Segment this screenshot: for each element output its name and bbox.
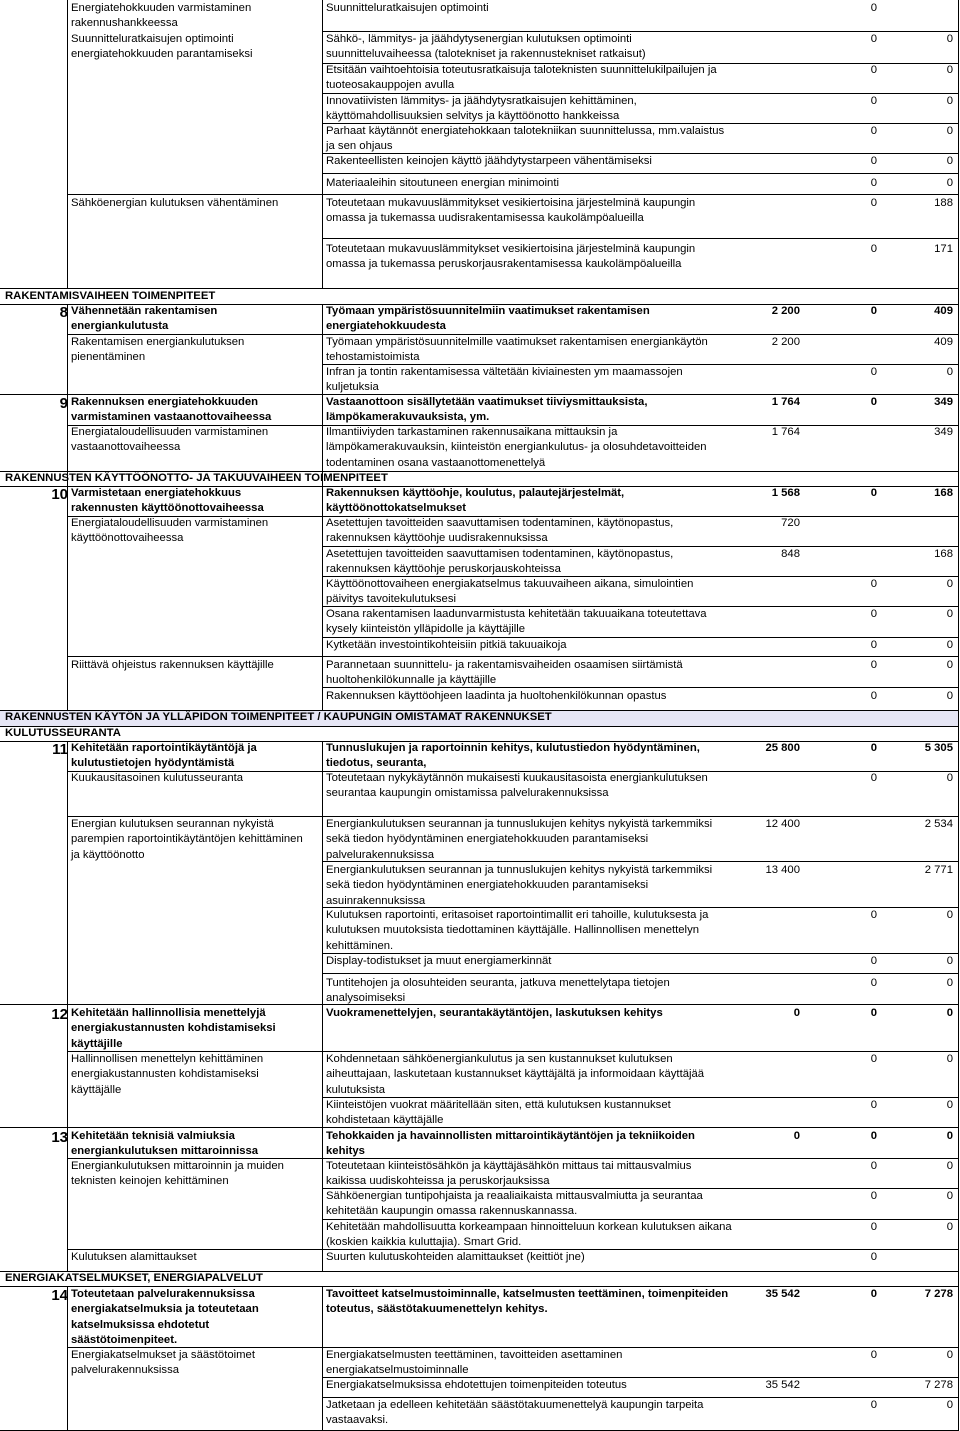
value-c: 0 [946, 1221, 953, 1233]
value-a: 848 [781, 548, 800, 560]
value-b: 0 [870, 639, 877, 651]
value-b: 0 [870, 177, 877, 189]
value-a: 0 [793, 1007, 800, 1019]
measure-number: 10 [51, 486, 68, 503]
action-cell: Kulutuksen raportointi, eritasoiset raportointimallit eri tahoille, kulutuksesta ja kulutuksen muutoksista tiedottaminen käyttäjälle. Hallinnollisen menettelyn kehittäminen. [326, 909, 709, 952]
measure-cell: Hallinnollisen menettelyn kehittäminen energiakustannusten kohdistamiseksi käyttäjälle [71, 1053, 264, 1096]
value-b: 0 [870, 1288, 877, 1300]
action-cell: Vuokramenettelyjen, seurantakäytäntöjen, laskutuksen kehitys [326, 1007, 663, 1019]
measure-cell: Kehitetään hallinnollisia menettelyjä energiakustannusten kohdistamiseksi käyttäjille [71, 1007, 276, 1050]
value-c: 0 [946, 909, 953, 921]
action-cell: Ilmantiiviyden tarkastaminen rakennusaikana mittauksin ja lämpökamerakuvauksin, kiinteistön energiankulutus- ja olosuhdetavoitteiden todentaminen osana vastaanottomenettelyä [326, 426, 707, 469]
action-cell: Materiaaleihin sitoutuneen energian minimointi [326, 177, 559, 189]
value-b: 0 [870, 125, 877, 137]
action-cell: Toteutetaan mukavuuslämmitykset vesikiertoisina järjestelminä kaupungin omassa ja tukemassa uudisrakentamisessa kaukolämpöalueilla [326, 197, 696, 225]
measure-number: 13 [51, 1129, 68, 1146]
value-c: 0 [946, 690, 953, 702]
action-cell: Energiankulutuksen seurannan ja tunnuslukujen kehitys nykyistä tarkemmiksi sekä tiedon hyödyntäminen energiatehokkuuden parantamiseksi asuinrakennuksissa [326, 864, 713, 907]
action-cell: Suunnitteluratkaisujen optimointi [326, 2, 489, 14]
value-b: 0 [870, 772, 877, 784]
value-c: 188 [934, 197, 953, 209]
value-c: 0 [946, 608, 953, 620]
value-b: 0 [870, 659, 877, 671]
action-cell: Display-todistukset ja muut energiamerkinnät [326, 955, 552, 967]
value-b: 0 [870, 1099, 877, 1111]
measure-cell: Suunnitteluratkaisujen optimointi energiatehokkuuden parantamiseksi [71, 33, 253, 61]
section-header: RAKENNUSTEN KÄYTTÖÖNOTTO- JA TAKUUVAIHEEN TOIMENPITEET [5, 472, 388, 484]
action-cell: Parannetaan suunnittelu- ja rakentamisvaiheiden osaamisen siirtämistä huoltohenkilökunnalle ja käyttäjille [326, 659, 683, 687]
action-cell: Kehitetään mahdollisuutta korkeampaan hinnoitteluun korkean kulutuksen aikana (koskien kaikkia kuluttajia). Smart Grid. [326, 1221, 732, 1249]
measure-number: 8 [59, 304, 68, 321]
value-b: 0 [870, 33, 877, 45]
action-cell: Tavoitteet katselmustoiminnalle, katselmusten teettäminen, toimenpiteiden toteutus, säästötakuumenettelyn kehitys. [326, 1288, 729, 1316]
action-cell: Asetettujen tavoitteiden saavuttamisen todentaminen, käytönopastus, rakennuksen käyttöohje uudisrakennuksissa [326, 517, 674, 545]
value-b: 0 [870, 1007, 877, 1019]
value-c: 0 [946, 578, 953, 590]
action-cell: Tehokkaiden ja havainnollisten mittarointikäytäntöjen ja tekniikoiden kehitys [326, 1130, 695, 1158]
measure-cell: Energian kulutuksen seurannan nykyistä parempien raportointikäytäntöjen kehittäminen ja käyttöönotto [71, 818, 303, 861]
measure-cell: Kehitetään raportointikäytäntöjä ja kulutustietojen hyödyntämistä [71, 742, 257, 770]
value-c: 0 [946, 155, 953, 167]
value-b: 0 [870, 1053, 877, 1065]
action-cell: Käyttöönottovaiheen energiakatselmus takuuvaiheen aikana, simulointien päivitys tavoitekulutuksesi [326, 578, 694, 606]
action-cell: Työmaan ympäristösuunnitelmille vaatimukset rakentamisen energiankäytön tehostamistoimista [326, 336, 708, 364]
value-c: 0 [946, 772, 953, 784]
value-a: 2 200 [771, 336, 800, 348]
value-b: 0 [870, 1399, 877, 1411]
value-a: 35 542 [765, 1379, 800, 1391]
action-cell: Osana rakentamisen laadunvarmistusta kehitetään takuuaikana toteutettava kysely kiinteistön ylläpidolle ja käyttäjille [326, 608, 707, 636]
action-cell: Energiakatselmuksissa ehdotettujen toimenpiteiden toteutus [326, 1379, 627, 1391]
value-b: 0 [870, 396, 877, 408]
value-c: 5 305 [924, 742, 953, 754]
value-c: 0 [946, 1399, 953, 1411]
value-a: 25 800 [765, 742, 800, 754]
value-b: 0 [870, 1130, 877, 1142]
value-c: 0 [946, 1190, 953, 1202]
value-c: 0 [946, 977, 953, 989]
value-c: 0 [946, 659, 953, 671]
value-c: 7 278 [924, 1288, 953, 1300]
measure-cell: Energiatehokkuuden varmistaminen rakennushankkeessa [71, 2, 252, 30]
measure-number: 12 [51, 1006, 68, 1023]
value-c: 168 [934, 548, 953, 560]
value-a: 13 400 [765, 864, 800, 876]
value-c: 0 [946, 95, 953, 107]
action-cell: Kytketään investointikohteisiin pitkiä takuuaikoja [326, 639, 567, 651]
value-a: 1 764 [771, 426, 800, 438]
measure-number: 14 [51, 1287, 68, 1304]
action-cell: Asetettujen tavoitteiden saavuttamisen todentaminen, käytönopastus, rakennuksen käyttöohje peruskorjauskohteissa [326, 548, 674, 576]
value-b: 0 [870, 64, 877, 76]
measure-cell: Vähennetään rakentamisen energiankulutusta [71, 305, 218, 333]
value-a: 0 [793, 1130, 800, 1142]
action-cell: Innovatiivisten lämmitys- ja jäähdytysratkaisujen kehittäminen, käyttömahdollisuuksien selvitys ja käyttöönotto hankkeissa [326, 95, 637, 123]
value-b: 0 [870, 366, 877, 378]
value-c: 0 [946, 1099, 953, 1111]
action-cell: Tunnuslukujen ja raportoinnin kehitys, kulutustiedon hyödyntäminen, tiedotus, seuranta, [326, 742, 700, 770]
value-a: 720 [781, 517, 800, 529]
value-b: 0 [870, 742, 877, 754]
measure-cell: Kehitetään teknisiä valmiuksia energiankulutuksen mittaroinnissa [71, 1130, 259, 1158]
measure-cell: Energiakatselmukset ja säästötoimet palvelurakennuksissa [71, 1349, 255, 1377]
value-b: 0 [870, 243, 877, 255]
value-b: 0 [870, 1251, 877, 1263]
section-header: RAKENTAMISVAIHEEN TOIMENPITEET [5, 290, 216, 302]
measure-cell: Energiataloudellisuuden varmistaminen vastaanottovaiheessa [71, 426, 269, 454]
value-b: 0 [870, 305, 877, 317]
action-cell: Toteutetaan mukavuuslämmitykset vesikiertoisina järjestelminä kaupungin omassa ja tukemassa peruskorjausrakentamisessa kaukolämpöalueilla [326, 243, 696, 271]
action-cell: Rakennuksen käyttöohje, koulutus, palautejärjestelmät, käyttöönottokatselmukset [326, 487, 625, 515]
value-a: 12 400 [765, 818, 800, 830]
value-c: 0 [946, 1349, 953, 1361]
value-b: 0 [870, 608, 877, 620]
value-c: 0 [946, 33, 953, 45]
action-cell: Parhaat käytännöt energiatehokkaan talotekniikan suunnittelussa, mm.valaistus ja sen ohjaus [326, 125, 725, 153]
value-c: 409 [934, 305, 953, 317]
value-c: 349 [934, 396, 953, 408]
value-b: 0 [870, 95, 877, 107]
value-c: 0 [946, 64, 953, 76]
action-cell: Etsitään vaihtoehtoisia toteutusratkaisuja taloteknisten suunnittelukilpailujen ja tuoteosakauppojen avulla [326, 64, 717, 92]
action-cell: Kiinteistöjen vuokrat määritellään siten, että kulutuksen kustannukset kohdistetaan käyttäjälle [326, 1099, 671, 1127]
measure-cell: Sähköenergian kulutuksen vähentäminen [71, 197, 279, 209]
action-cell: Energiakatselmusten teettäminen, tavoitteiden asettaminen energiakatselmustoiminnalle [326, 1349, 623, 1377]
action-cell: Infran ja tontin rakentamisessa vältetään kiviainesten ym maamassojen kuljetuksia [326, 366, 683, 394]
value-c: 409 [934, 336, 953, 348]
value-c: 2 534 [924, 818, 953, 830]
value-b: 0 [870, 1160, 877, 1172]
measure-cell: Kuukausitasoinen kulutusseuranta [71, 772, 244, 784]
value-b: 0 [870, 977, 877, 989]
section-subheader: KULUTUSSEURANTA [5, 727, 121, 739]
value-b: 0 [870, 955, 877, 967]
value-c: 349 [934, 426, 953, 438]
value-c: 0 [946, 1160, 953, 1172]
value-c: 0 [946, 366, 953, 378]
value-c: 0 [946, 639, 953, 651]
value-b: 0 [870, 578, 877, 590]
value-c: 0 [946, 955, 953, 967]
value-c: 168 [934, 487, 953, 499]
value-c: 0 [946, 1007, 953, 1019]
value-b: 0 [870, 197, 877, 209]
action-cell: Vastaanottoon sisällytetään vaatimukset tiiviysmittauksista, lämpökamerakuvauksista, ym. [326, 396, 648, 424]
action-cell: Jatketaan ja edelleen kehitetään säästötakuumenettelyä kaupungin tarpeita vastaavaksi. [326, 1399, 704, 1427]
value-b: 0 [870, 1349, 877, 1361]
measure-cell: Rakentamisen energiankulutuksen pienentäminen [71, 336, 245, 364]
action-cell: Suurten kulutuskohteiden alamittaukset (keittiöt jne) [326, 1251, 585, 1263]
measure-cell: Kulutuksen alamittaukset [71, 1251, 197, 1263]
value-c: 0 [946, 125, 953, 137]
value-c: 7 278 [924, 1379, 953, 1391]
value-b: 0 [870, 690, 877, 702]
measure-number: 9 [59, 395, 68, 412]
measure-cell: Rakennuksen energiatehokkuuden varmistaminen vastaanottovaiheessa [71, 396, 272, 424]
action-cell: Toteutetaan nykykäytännön mukaisesti kuukausitasoista energiankulutuksen seurantaa kaupungin omistamissa palvelurakennuksissa [326, 772, 708, 800]
action-cell: Työmaan ympäristösuunnitelmiin vaatimukset rakentamisen energiatehokkuudesta [326, 305, 650, 333]
action-cell: Rakenteellisten keinojen käyttö jäähdytystarpeen vähentämiseksi [326, 155, 652, 167]
measure-cell: Riittävä ohjeistus rakennuksen käyttäjille [71, 659, 274, 671]
value-c: 2 771 [924, 864, 953, 876]
value-a: 1 764 [771, 396, 800, 408]
action-cell: Energiankulutuksen seurannan ja tunnuslukujen kehitys nykyistä tarkemmiksi sekä tiedon hyödyntäminen energiatehokkuuden parantamiseksi palvelurakennuksissa [326, 818, 713, 861]
value-c: 171 [934, 243, 953, 255]
value-c: 0 [946, 177, 953, 189]
action-cell: Sähköenergian tuntipohjaista ja reaaliaikaista mittausvalmiutta ja seurantaa kehitetään kaupungin omassa rakennuskannassa. [326, 1190, 703, 1218]
value-c: 0 [946, 1130, 953, 1142]
action-cell: Sähkö-, lämmitys- ja jäähdytysenergian kulutuksen optimointi suunnitteluvaiheessa (talotekniset ja rakennustekniset ratkaisut) [326, 33, 646, 61]
value-c: 0 [946, 1053, 953, 1065]
value-b: 0 [870, 1190, 877, 1202]
action-cell: Kohdennetaan sähköenergiankulutus ja sen kustannukset kulutuksen aiheuttajaan, laskutetaan kustannukset käyttäjältä ja informoidaan käyttäjää kulutuksista [326, 1053, 705, 1096]
action-cell: Toteutetaan kiinteistösähkön ja käyttäjäsähkön mittaus tai mittausvalmius kaikissa uudiskohteissa ja peruskorjauksissa [326, 1160, 692, 1188]
value-b: 0 [870, 155, 877, 167]
value-b: 0 [870, 487, 877, 499]
action-cell: Tuntitehojen ja olosuhteiden seuranta, jatkuva menettelytapa tietojen analysoimiseksi [326, 977, 670, 1005]
action-cell: Rakennuksen käyttöohjeen laadinta ja huoltohenkilökunnan opastus [326, 690, 667, 702]
value-b: 0 [870, 909, 877, 921]
value-a: 35 542 [765, 1288, 800, 1300]
section-header: RAKENNUSTEN KÄYTÖN JA YLLÄPIDON TOIMENPITEET / KAUPUNGIN OMISTAMAT RAKENNUKSET [5, 711, 552, 723]
value-b: 0 [870, 2, 877, 14]
measure-cell: Energiankulutuksen mittaroinnin ja muiden teknisten keinojen kehittäminen [71, 1160, 284, 1188]
measure-cell: Toteutetaan palvelurakennuksissa energiakatselmuksia ja toteutetaan katselmuksissa ehdotetut säästötoimenpiteet. [71, 1288, 259, 1345]
section-header: ENERGIAKATSELMUKSET, ENERGIAPALVELUT [5, 1272, 263, 1284]
measure-cell: Varmistetaan energiatehokkuus rakennusten käyttöönottovaiheessa [71, 487, 264, 515]
value-a: 1 568 [771, 487, 800, 499]
measure-number: 11 [52, 741, 68, 758]
value-b: 0 [870, 1221, 877, 1233]
value-a: 2 200 [771, 305, 800, 317]
measure-cell: Energiataloudellisuuden varmistaminen käyttöönottovaiheessa [71, 517, 269, 545]
